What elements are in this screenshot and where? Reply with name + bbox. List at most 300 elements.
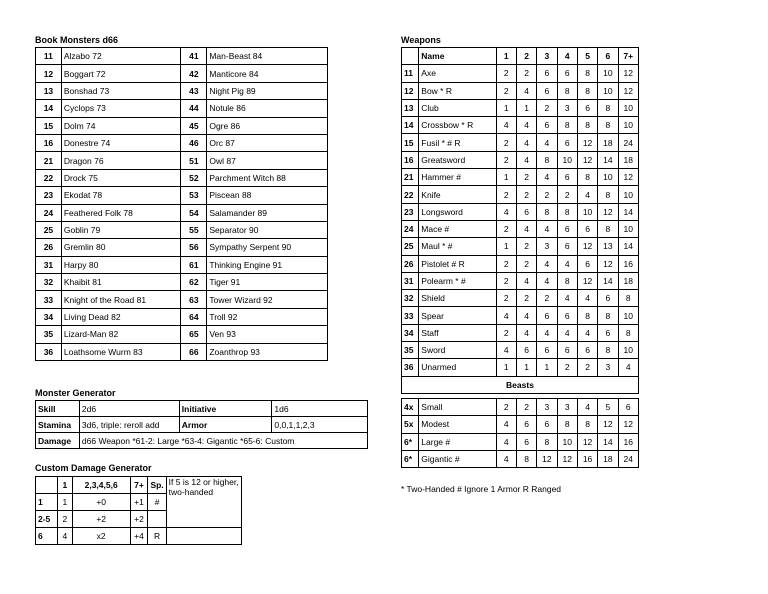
- damage-cell: 2: [516, 398, 536, 415]
- monster-name: Man-Beast 84: [207, 48, 328, 65]
- damage-cell: 2: [496, 290, 516, 307]
- damage-cell: 10: [618, 117, 638, 134]
- damage-cell: 6: [516, 203, 536, 220]
- damage-cell: 4: [516, 307, 536, 324]
- damage-cell: 12: [598, 255, 618, 272]
- damage-cell: 12: [557, 450, 577, 467]
- weapon-name: Mace #: [419, 220, 496, 237]
- monster-name: Boggart 72: [61, 65, 181, 82]
- table-row: [36, 65, 328, 82]
- table-row: [36, 204, 328, 221]
- monster-name: Separator 90: [207, 221, 328, 238]
- damage-cell: 4: [516, 324, 536, 341]
- monster-name: Piscean 88: [207, 187, 328, 204]
- damage-cell: 8: [598, 342, 618, 359]
- weapon-name: Unarmed: [419, 359, 496, 376]
- monster-roll: 61: [181, 256, 207, 273]
- damage-cell: 4: [537, 324, 557, 341]
- monster-roll: 55: [181, 221, 207, 238]
- damage-cell: 12: [598, 416, 618, 433]
- column-header: 7+: [618, 48, 638, 65]
- weapon-name: Pistolet # R: [419, 255, 496, 272]
- monster-name: Thinking Engine 91: [207, 256, 328, 273]
- weapon-roll: 35: [402, 342, 419, 359]
- table-row: [36, 134, 328, 151]
- monster-roll: 41: [181, 48, 207, 65]
- damage-cell: 4: [516, 82, 536, 99]
- table-row: [36, 343, 328, 360]
- damage-cell: 4: [496, 416, 516, 433]
- table-row: [402, 151, 639, 168]
- weapon-roll: 32: [402, 290, 419, 307]
- monster-roll: 51: [181, 152, 207, 169]
- weapon-name: Longsword: [419, 203, 496, 220]
- monster-roll: 34: [36, 308, 62, 325]
- table-row: [402, 65, 639, 82]
- column-header: 3: [537, 48, 557, 65]
- damage-cell: 8: [537, 203, 557, 220]
- damage-cell: 2: [496, 324, 516, 341]
- damage-cell: 6: [577, 99, 597, 116]
- damage-cell: 2: [516, 238, 536, 255]
- damage-cell: 1: [537, 359, 557, 376]
- column-header: [402, 48, 419, 65]
- monster-name: Ogre 86: [207, 117, 328, 134]
- damage-cell: 8: [557, 203, 577, 220]
- monster-roll: 23: [36, 187, 62, 204]
- damage-cell: 12: [618, 416, 638, 433]
- weapons-title: Weapons: [401, 35, 441, 45]
- generator-table: [35, 400, 368, 449]
- monsters-table: [35, 47, 328, 361]
- column-header: Name: [419, 48, 496, 65]
- monster-roll: 24: [36, 204, 62, 221]
- table-row: [402, 117, 639, 134]
- monster-name: Ven 93: [207, 326, 328, 343]
- monster-roll: 21: [36, 152, 62, 169]
- damage-cell: 8: [557, 416, 577, 433]
- damage-cell: 4: [496, 117, 516, 134]
- damage-cell: 6: [557, 342, 577, 359]
- damage-cell: 3: [557, 99, 577, 116]
- table-header-row: [36, 477, 242, 494]
- damage-cell: 4: [618, 359, 638, 376]
- damage-cell: 8: [598, 220, 618, 237]
- weapon-name: Greatsword: [419, 151, 496, 168]
- weapon-name: Knife: [419, 186, 496, 203]
- generator-title: Monster Generator: [35, 388, 116, 398]
- weapon-roll: 11: [402, 65, 419, 82]
- damage-cell: 6: [537, 117, 557, 134]
- damage-cell: 8: [537, 151, 557, 168]
- monster-name: Cyclops 73: [61, 100, 181, 117]
- damage-cell: 8: [516, 450, 536, 467]
- table-row: [402, 359, 639, 376]
- damage-cell: 2: [516, 65, 536, 82]
- damage-cell: 4: [557, 290, 577, 307]
- damage-cell: 2: [537, 290, 557, 307]
- damage-cell: 10: [557, 151, 577, 168]
- beast-size: Small: [419, 398, 496, 415]
- damage-cell: 18: [618, 151, 638, 168]
- damage-cell: 13: [598, 238, 618, 255]
- damage-cell: 10: [577, 203, 597, 220]
- monster-name: Bonshad 73: [61, 82, 181, 99]
- damage-cell: 1: [496, 169, 516, 186]
- stamina-value: 3d6, triple: reroll add: [79, 417, 179, 433]
- damage-cell: 6: [577, 220, 597, 237]
- column-header: 7+: [130, 477, 148, 494]
- damage-cell: 6: [577, 342, 597, 359]
- damage-cell: 2: [496, 65, 516, 82]
- monster-roll: 66: [181, 343, 207, 360]
- monster-name: Dragon 76: [61, 152, 181, 169]
- damage-cell: 6: [537, 82, 557, 99]
- damage-cell: 6: [557, 134, 577, 151]
- monster-roll: 25: [36, 221, 62, 238]
- table-row: [402, 82, 639, 99]
- weapon-roll: 33: [402, 307, 419, 324]
- skill-value: 2d6: [79, 401, 179, 417]
- damage-cell: 16: [577, 450, 597, 467]
- damage-cell: 4: [516, 117, 536, 134]
- damage-cell: 4: [496, 342, 516, 359]
- table-cell: +1: [130, 494, 148, 511]
- monster-roll: 16: [36, 134, 62, 151]
- damage-cell: 14: [618, 238, 638, 255]
- weapon-name: Bow * R: [419, 82, 496, 99]
- damage-cell: 1: [516, 359, 536, 376]
- monster-roll: 26: [36, 239, 62, 256]
- damage-cell: 10: [557, 433, 577, 450]
- damage-cell: 12: [577, 134, 597, 151]
- monster-name: Tower Wizard 92: [207, 291, 328, 308]
- damage-cell: 3: [598, 359, 618, 376]
- weapon-name: Crossbow * R: [419, 117, 496, 134]
- weapon-name: Shield: [419, 290, 496, 307]
- damage-cell: 8: [618, 324, 638, 341]
- damage-cell: 4: [516, 272, 536, 289]
- table-row: [36, 256, 328, 273]
- damage-cell: 8: [577, 416, 597, 433]
- table-row: [36, 274, 328, 291]
- damage-cell: 8: [537, 433, 557, 450]
- damage-cell: 2: [516, 255, 536, 272]
- damage-cell: 4: [537, 134, 557, 151]
- monster-roll: 36: [36, 343, 62, 360]
- monster-name: Loathsome Wurm 83: [61, 343, 181, 360]
- damage-cell: 6: [577, 255, 597, 272]
- damage-cell: 4: [577, 186, 597, 203]
- damage-cell: 2: [496, 82, 516, 99]
- monster-roll: 44: [181, 100, 207, 117]
- monster-name: Drock 75: [61, 169, 181, 186]
- damage-cell: 3: [537, 238, 557, 255]
- damage-cell: 24: [618, 450, 638, 467]
- damage-cell: 6: [537, 65, 557, 82]
- monster-name: Dolm 74: [61, 117, 181, 134]
- table-row: [402, 416, 639, 433]
- monster-name: Ekodat 78: [61, 187, 181, 204]
- damage-cell: 2: [496, 186, 516, 203]
- damage-cell: 2: [577, 359, 597, 376]
- damage-cell: 2: [537, 186, 557, 203]
- damage-cell: 10: [618, 342, 638, 359]
- damage-cell: 12: [577, 433, 597, 450]
- damage-cell: 8: [577, 82, 597, 99]
- table-row: [402, 398, 639, 415]
- monster-roll: 43: [181, 82, 207, 99]
- monster-name: Knight of the Road 81: [61, 291, 181, 308]
- damage-cell: 2: [496, 272, 516, 289]
- damage-cell: 3: [537, 398, 557, 415]
- weapon-name: Axe: [419, 65, 496, 82]
- weapon-roll: 31: [402, 272, 419, 289]
- monster-name: Manticore 84: [207, 65, 328, 82]
- monster-roll: 52: [181, 169, 207, 186]
- damage-cell: 12: [618, 169, 638, 186]
- table-row: [36, 528, 242, 545]
- monster-roll: 62: [181, 274, 207, 291]
- monster-roll: 56: [181, 239, 207, 256]
- initiative-label: Initiative: [179, 401, 272, 417]
- table-row: [36, 100, 328, 117]
- damage-cell: 18: [598, 450, 618, 467]
- damage-cell: 2: [516, 169, 536, 186]
- damage-cell: 4: [537, 272, 557, 289]
- table-cell: +4: [130, 528, 148, 545]
- initiative-value: 1d6: [272, 401, 368, 417]
- damage-cell: 10: [598, 169, 618, 186]
- damage-cell: 12: [618, 82, 638, 99]
- damage-cell: 16: [618, 433, 638, 450]
- monster-roll: 14: [36, 100, 62, 117]
- damage-cell: 4: [537, 169, 557, 186]
- column-header: 2,3,4,5,6: [72, 477, 130, 494]
- monster-name: Notule 86: [207, 100, 328, 117]
- damage-cell: 2: [557, 186, 577, 203]
- damage-cell: 24: [618, 134, 638, 151]
- damage-cell: 4: [516, 220, 536, 237]
- damage-cell: 16: [618, 255, 638, 272]
- weapons-table: [401, 47, 639, 468]
- monster-roll: 45: [181, 117, 207, 134]
- damage-cell: 2: [496, 134, 516, 151]
- damage-value: d66 Weapon *61-2: Large *63-4: Gigantic *65-6: Custom: [79, 433, 367, 449]
- monster-name: Lizard-Man 82: [61, 326, 181, 343]
- damage-cell: 4: [577, 290, 597, 307]
- monster-roll: 13: [36, 82, 62, 99]
- damage-cell: 8: [598, 117, 618, 134]
- table-cell: R: [148, 528, 166, 545]
- table-row: [402, 169, 639, 186]
- monster-name: Harpy 80: [61, 256, 181, 273]
- damage-cell: 4: [537, 220, 557, 237]
- monster-name: Parchment Witch 88: [207, 169, 328, 186]
- table-row: [402, 324, 639, 341]
- damage-cell: 6: [557, 238, 577, 255]
- damage-cell: 8: [577, 117, 597, 134]
- table-row: [36, 187, 328, 204]
- table-cell: 2: [57, 511, 72, 528]
- damage-cell: 1: [496, 238, 516, 255]
- weapon-name: Hammer #: [419, 169, 496, 186]
- beast-size: Large #: [419, 433, 496, 450]
- table-cell: [148, 511, 166, 528]
- table-cell: [166, 528, 241, 545]
- monster-roll: 33: [36, 291, 62, 308]
- damage-cell: 4: [496, 307, 516, 324]
- damage-cell: 8: [557, 82, 577, 99]
- damage-cell: 8: [557, 272, 577, 289]
- armor-value: 0,0,1,1,2,3: [272, 417, 368, 433]
- weapon-roll: 25: [402, 238, 419, 255]
- weapon-roll: 13: [402, 99, 419, 116]
- monster-name: Alzabo 72: [61, 48, 181, 65]
- table-row: [36, 117, 328, 134]
- damage-cell: 4: [577, 398, 597, 415]
- custom-damage-table: [35, 476, 242, 545]
- weapon-name: Staff: [419, 324, 496, 341]
- damage-cell: 10: [598, 65, 618, 82]
- monster-roll: 12: [36, 65, 62, 82]
- beast-roll: 6*: [402, 450, 419, 467]
- monster-name: Troll 92: [207, 308, 328, 325]
- monster-roll: 63: [181, 291, 207, 308]
- damage-cell: 12: [537, 450, 557, 467]
- damage-cell: 3: [557, 398, 577, 415]
- damage-cell: 6: [516, 342, 536, 359]
- damage-cell: 1: [496, 99, 516, 116]
- weapons-footnote: * Two-Handed # Ignore 1 Armor R Ranged: [401, 484, 562, 494]
- beasts-header-row: [402, 376, 639, 393]
- table-cell: +2: [72, 511, 130, 528]
- column-header: Sp.: [148, 477, 166, 494]
- monster-name: Living Dead 82: [61, 308, 181, 325]
- monster-roll: 11: [36, 48, 62, 65]
- monster-name: Night Pig 89: [207, 82, 328, 99]
- damage-cell: 14: [598, 272, 618, 289]
- damage-cell: 4: [496, 203, 516, 220]
- two-handed-note: If 5 is 12 or higher, two-handed: [166, 477, 241, 528]
- damage-cell: 1: [496, 359, 516, 376]
- table-row: [36, 48, 328, 65]
- monster-name: Goblin 79: [61, 221, 181, 238]
- damage-cell: 8: [557, 117, 577, 134]
- table-row: [402, 290, 639, 307]
- damage-cell: 6: [537, 307, 557, 324]
- table-cell: 1: [57, 494, 72, 511]
- weapon-name: Maul * #: [419, 238, 496, 255]
- custom-title: Custom Damage Generator: [35, 463, 152, 473]
- weapon-roll: 23: [402, 203, 419, 220]
- weapon-roll: 34: [402, 324, 419, 341]
- monster-roll: 31: [36, 256, 62, 273]
- column-header: 2: [516, 48, 536, 65]
- damage-cell: 6: [557, 307, 577, 324]
- table-cell: +2: [130, 511, 148, 528]
- monster-name: Gremlin 80: [61, 239, 181, 256]
- table-row: [402, 433, 639, 450]
- damage-cell: 5: [598, 398, 618, 415]
- monster-name: Sympathy Serpent 90: [207, 239, 328, 256]
- monster-name: Feathered Folk 78: [61, 204, 181, 221]
- monster-roll: 65: [181, 326, 207, 343]
- damage-cell: 2: [516, 186, 536, 203]
- damage-cell: 2: [557, 359, 577, 376]
- damage-cell: 18: [618, 272, 638, 289]
- table-row: [402, 255, 639, 272]
- beast-size: Modest: [419, 416, 496, 433]
- table-row: [36, 221, 328, 238]
- table-row: [36, 326, 328, 343]
- damage-cell: 12: [598, 203, 618, 220]
- weapon-roll: 24: [402, 220, 419, 237]
- table-row: [36, 169, 328, 186]
- beast-size: Gigantic #: [419, 450, 496, 467]
- weapon-roll: 21: [402, 169, 419, 186]
- table-row: [402, 134, 639, 151]
- damage-cell: 4: [496, 450, 516, 467]
- damage-cell: 12: [577, 151, 597, 168]
- damage-cell: 12: [618, 65, 638, 82]
- damage-cell: 18: [598, 134, 618, 151]
- table-row: [402, 99, 639, 116]
- damage-cell: 4: [577, 324, 597, 341]
- beast-roll: 5x: [402, 416, 419, 433]
- damage-cell: 2: [537, 99, 557, 116]
- monster-roll: 64: [181, 308, 207, 325]
- stamina-label: Stamina: [36, 417, 80, 433]
- monster-roll: 46: [181, 134, 207, 151]
- damage-cell: 10: [618, 220, 638, 237]
- damage-cell: 14: [618, 203, 638, 220]
- beasts-label: Beasts: [402, 376, 639, 393]
- beast-roll: 4x: [402, 398, 419, 415]
- damage-cell: 8: [618, 290, 638, 307]
- damage-cell: 8: [577, 169, 597, 186]
- damage-cell: 4: [516, 134, 536, 151]
- damage-cell: 14: [598, 151, 618, 168]
- weapon-roll: 15: [402, 134, 419, 151]
- damage-cell: 4: [557, 324, 577, 341]
- row-label: 6: [36, 528, 58, 545]
- monster-roll: 54: [181, 204, 207, 221]
- monster-roll: 32: [36, 274, 62, 291]
- monster-name: Khaibit 81: [61, 274, 181, 291]
- monster-roll: 53: [181, 187, 207, 204]
- damage-cell: 6: [557, 65, 577, 82]
- column-header: 1: [57, 477, 72, 494]
- weapon-name: Spear: [419, 307, 496, 324]
- damage-cell: 6: [618, 398, 638, 415]
- table-header-row: [402, 48, 639, 65]
- damage-cell: 6: [557, 220, 577, 237]
- damage-cell: 14: [598, 433, 618, 450]
- table-cell: +0: [72, 494, 130, 511]
- table-cell: 4: [57, 528, 72, 545]
- row-label: 1: [36, 494, 58, 511]
- table-cell: #: [148, 494, 166, 511]
- monster-roll: 35: [36, 326, 62, 343]
- damage-cell: 2: [496, 151, 516, 168]
- monster-roll: 42: [181, 65, 207, 82]
- row-label: 2-5: [36, 511, 58, 528]
- damage-cell: 1: [516, 99, 536, 116]
- damage-cell: 6: [516, 433, 536, 450]
- table-cell: x2: [72, 528, 130, 545]
- damage-cell: 4: [516, 151, 536, 168]
